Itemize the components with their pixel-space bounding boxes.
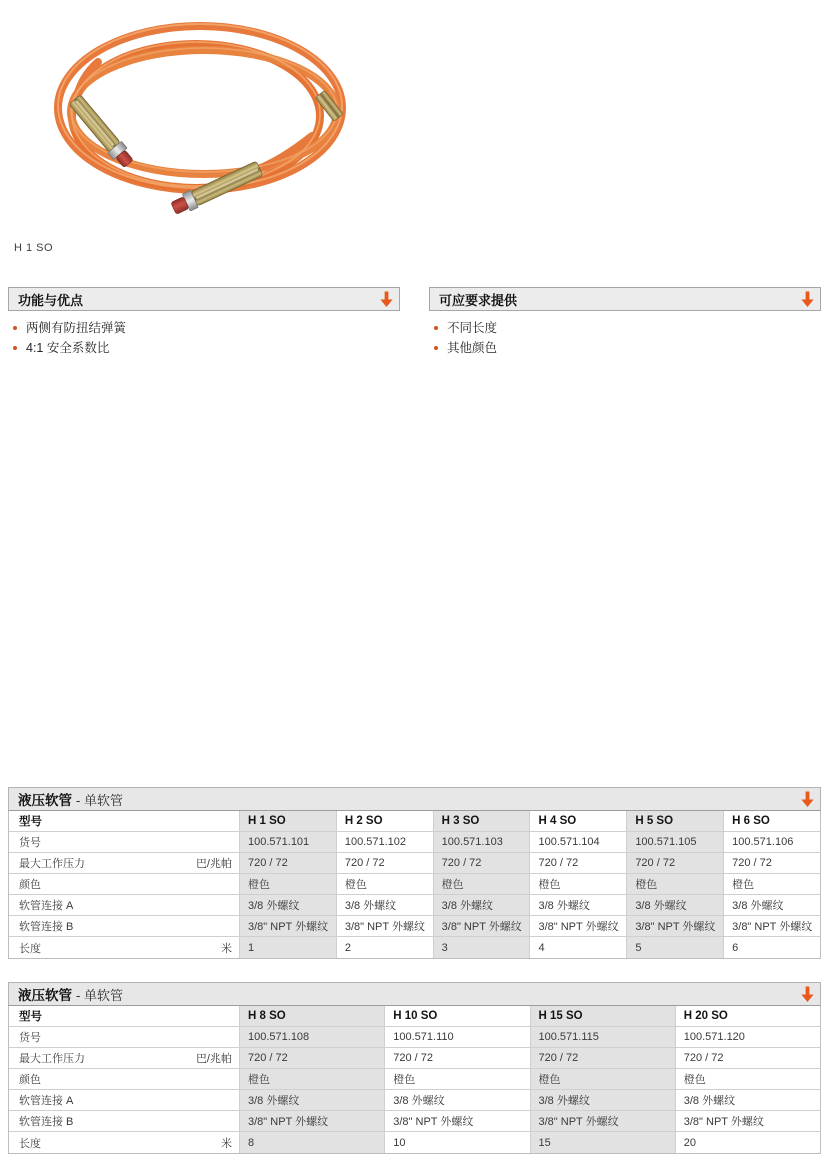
row-label: 软管连接 B: [19, 921, 74, 933]
bullet-text: 不同长度: [447, 321, 498, 335]
bullet-icon: [13, 346, 17, 350]
spec-cell: 3/8 外螺纹: [239, 895, 336, 915]
row-unit: 巴/兆帕: [195, 858, 232, 870]
product-photo: [28, 10, 353, 240]
feature-list: [8, 318, 400, 358]
spec-cell: 3/8" NPT 外螺纹: [384, 1111, 529, 1131]
column-header-cell: H 6 SO: [723, 811, 820, 831]
row-label-cell: [9, 832, 239, 852]
spec-cell: 8: [239, 1132, 384, 1153]
table-title: 液压软管 - 单软管: [18, 793, 123, 808]
table-row: [9, 1027, 820, 1048]
column-header-cell: H 20 SO: [675, 1006, 820, 1026]
row-label-cell: [9, 874, 239, 894]
spec-cell: 3/8 外螺纹: [336, 895, 433, 915]
spec-cell: 720 / 72: [675, 1048, 820, 1068]
bullet-text: 4:1 安全系数比: [26, 341, 110, 355]
row-label-cell: [9, 1027, 239, 1047]
table-row: [9, 1090, 820, 1111]
spec-cell: 720 / 72: [433, 853, 530, 873]
bullet-item: [8, 338, 400, 358]
spec-cell: 3/8" NPT 外螺纹: [723, 916, 820, 936]
table-row: [9, 895, 820, 916]
row-label: 长度: [19, 1137, 41, 1150]
spec-cell: 橙色: [530, 1069, 675, 1089]
table-row: [9, 1069, 820, 1090]
section-header-on-request: [429, 287, 821, 311]
spec-cell: 3/8 外螺纹: [529, 895, 626, 915]
spec-cell: 3/8 外螺纹: [433, 895, 530, 915]
hose-illustration: [28, 10, 353, 240]
section-on-request: [429, 287, 821, 358]
row-label: 货号: [19, 837, 41, 849]
model-header-cell: 型号: [19, 816, 42, 828]
table-row: [9, 853, 820, 874]
row-label: 软管连接 A: [19, 900, 74, 912]
spec-cell: 3/8" NPT 外螺纹: [336, 916, 433, 936]
spec-cell: 720 / 72: [239, 1048, 384, 1068]
row-label: 最大工作压力: [19, 858, 85, 870]
spec-cell: 3: [433, 937, 530, 958]
row-label-cell: [9, 1111, 239, 1131]
row-label-cell: [9, 916, 239, 936]
sections-row: [8, 287, 821, 358]
table-row: [9, 937, 820, 958]
spec-cell: 100.571.105: [626, 832, 723, 852]
spec-cell: 100.571.108: [239, 1027, 384, 1047]
spec-cell: 橙色: [626, 874, 723, 894]
spec-table-single-hose-2: [8, 982, 821, 1154]
column-header-cell: H 1 SO: [239, 811, 336, 831]
spec-cell: 3/8" NPT 外螺纹: [239, 1111, 384, 1131]
column-header-cell: H 15 SO: [530, 1006, 675, 1026]
spec-cell: 720 / 72: [626, 853, 723, 873]
spec-cell: 3/8 外螺纹: [626, 895, 723, 915]
row-label-cell: [9, 1132, 239, 1153]
row-label-cell: [9, 1048, 239, 1068]
bullet-icon: [434, 326, 438, 330]
spec-cell: 3/8 外螺纹: [239, 1090, 384, 1110]
spec-cell: 100.571.115: [530, 1027, 675, 1047]
bullet-item: [8, 318, 400, 338]
row-label-cell: [9, 1090, 239, 1110]
spec-cell: 3/8" NPT 外螺纹: [529, 916, 626, 936]
spec-cell: 3/8 外螺纹: [675, 1090, 820, 1110]
spec-cell: 720 / 72: [384, 1048, 529, 1068]
spec-cell: 720 / 72: [529, 853, 626, 873]
down-arrow-icon: [800, 290, 815, 308]
header-row: [9, 811, 820, 832]
spec-cell: 720 / 72: [723, 853, 820, 873]
bullet-icon: [13, 326, 17, 330]
table-title: 液压软管 - 单软管: [18, 988, 123, 1003]
spec-grid: [8, 811, 821, 959]
table-row: [9, 916, 820, 937]
row-label-cell: [9, 1069, 239, 1089]
spec-cell: 橙色: [723, 874, 820, 894]
spec-cell: 橙色: [433, 874, 530, 894]
spec-cell: 橙色: [529, 874, 626, 894]
column-header-cell: H 4 SO: [529, 811, 626, 831]
header-row: [9, 1006, 820, 1027]
spec-cell: 3/8 外螺纹: [723, 895, 820, 915]
down-arrow-icon: [800, 790, 815, 808]
row-label-cell: [9, 853, 239, 873]
spec-cell: 720 / 72: [336, 853, 433, 873]
column-header-cell: H 10 SO: [384, 1006, 529, 1026]
spec-cell: 100.571.101: [239, 832, 336, 852]
spec-cell: 100.571.102: [336, 832, 433, 852]
bullet-item: [429, 338, 821, 358]
row-label: 货号: [19, 1032, 41, 1044]
table-row: [9, 1111, 820, 1132]
down-arrow-icon: [379, 290, 394, 308]
spec-cell: 3/8" NPT 外螺纹: [239, 916, 336, 936]
table-row: [9, 832, 820, 853]
row-label: 最大工作压力: [19, 1053, 85, 1065]
spec-cell: 10: [384, 1132, 529, 1153]
row-label: 长度: [19, 942, 41, 955]
row-label-cell: [9, 895, 239, 915]
spec-cell: 4: [529, 937, 626, 958]
spec-cell: 橙色: [675, 1069, 820, 1089]
spec-cell: 15: [530, 1132, 675, 1153]
section-header-features: [8, 287, 400, 311]
spec-cell: 100.571.110: [384, 1027, 529, 1047]
row-unit: 米: [221, 1137, 232, 1150]
bullet-text: 其他颜色: [447, 341, 498, 355]
spec-cell: 720 / 72: [239, 853, 336, 873]
bullet-item: [429, 318, 821, 338]
spec-grid: [8, 1006, 821, 1154]
table-title-bar: [8, 982, 821, 1006]
spec-cell: 100.571.106: [723, 832, 820, 852]
spec-cell: 2: [336, 937, 433, 958]
row-unit: 巴/兆帕: [195, 1053, 232, 1065]
row-unit: 米: [221, 942, 232, 955]
column-header-cell: H 3 SO: [433, 811, 530, 831]
on-request-list: [429, 318, 821, 358]
spec-cell: 720 / 72: [530, 1048, 675, 1068]
row-label: 颜色: [19, 879, 41, 891]
row-label-cell: [9, 937, 239, 958]
spec-cell: 橙色: [239, 874, 336, 894]
spec-cell: 100.571.103: [433, 832, 530, 852]
spec-table-single-hose-1: [8, 787, 821, 959]
spec-cell: 3/8 外螺纹: [530, 1090, 675, 1110]
spec-cell: 橙色: [384, 1069, 529, 1089]
section-features: [8, 287, 400, 358]
section-title: 可应要求提供: [439, 292, 518, 308]
spec-cell: 5: [626, 937, 723, 958]
section-title: 功能与优点: [18, 292, 84, 308]
spec-cell: 20: [675, 1132, 820, 1153]
spec-cell: 6: [723, 937, 820, 958]
table-row: [9, 1132, 820, 1153]
row-label: 软管连接 B: [19, 1116, 74, 1128]
table-title-bar: [8, 787, 821, 811]
column-header-cell: H 2 SO: [336, 811, 433, 831]
spec-cell: 3/8" NPT 外螺纹: [530, 1111, 675, 1131]
spec-cell: 3/8" NPT 外螺纹: [675, 1111, 820, 1131]
column-header-cell: H 8 SO: [239, 1006, 384, 1026]
down-arrow-icon: [800, 985, 815, 1003]
row-label: 软管连接 A: [19, 1095, 74, 1107]
column-header-cell: H 5 SO: [626, 811, 723, 831]
spec-cell: 100.571.120: [675, 1027, 820, 1047]
table-row: [9, 874, 820, 895]
product-photo-caption: H 1 SO: [14, 242, 54, 254]
model-header-cell: 型号: [19, 1011, 42, 1023]
row-label: 颜色: [19, 1074, 41, 1086]
spec-cell: 橙色: [336, 874, 433, 894]
spec-cell: 3/8" NPT 外螺纹: [626, 916, 723, 936]
spec-cell: 橙色: [239, 1069, 384, 1089]
spec-cell: 3/8" NPT 外螺纹: [433, 916, 530, 936]
bullet-text: 两侧有防扭结弹簧: [26, 321, 127, 335]
spec-cell: 3/8 外螺纹: [384, 1090, 529, 1110]
spec-cell: 1: [239, 937, 336, 958]
bullet-icon: [434, 346, 438, 350]
table-row: [9, 1048, 820, 1069]
spec-cell: 100.571.104: [529, 832, 626, 852]
